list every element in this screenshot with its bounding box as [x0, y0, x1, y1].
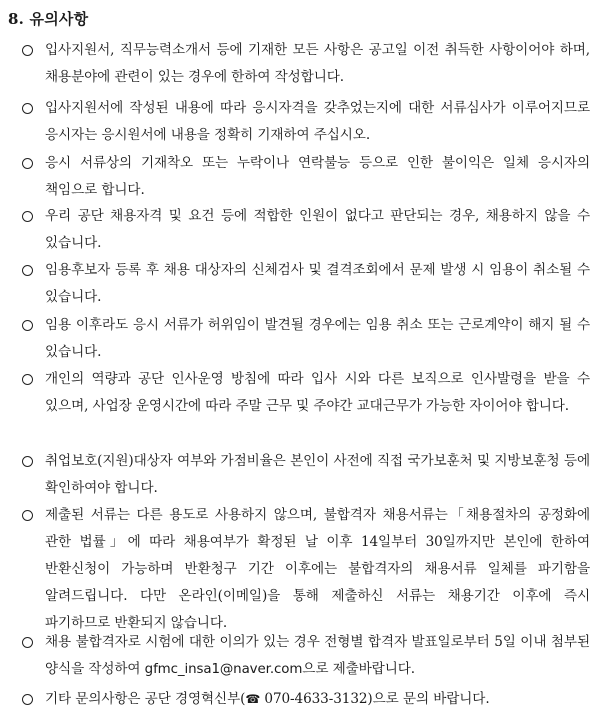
hollow-circle-bullet-icon	[22, 320, 33, 331]
hollow-circle-bullet-icon	[22, 456, 33, 467]
list-item-text: 개인의 역량과 공단 인사운영 방침에 따라 입사 시와 다른 보직으로 인사발령을 받을 수 있으며, 사업장 운영시간에 따라 주말 근무 및 주야간 교대근무가 가능한 자이어야 합니다.	[45, 371, 590, 414]
email-item-text-after: 으로 제출바랍니다.	[302, 661, 415, 677]
contact-phone: 070-4633-3132	[260, 691, 368, 707]
list-item-text: 응시 서류상의 기재착오 또는 누락이나 연락불능 등으로 인한 불이익은 일체 응시자의 책임으로 합니다.	[45, 155, 590, 198]
contact-text-before: 기타 문의사항은 공단 경영혁신부(	[45, 691, 246, 707]
hollow-circle-bullet-icon	[22, 265, 33, 276]
list-item-text: 제출된 서류는 다른 용도로 사용하지 않으며, 불합격자 채용서류는「채용절차의 공정화에 관한 법률」에 따라 채용여부가 확정된 날 이후 14일부터 30일까지만 본인에 한하여 반환신청이 가능하며 반환청구 기간 이후에는 불합격자의 채용서류 일체를 파기함을 알려드립니다. 다만 온라인(이메일)을 통해 제출하신 서류는 채용기간 이후에 즉시 파기하므로 반환되지 않습니다.	[45, 507, 590, 631]
list-item-text	[45, 629, 590, 683]
hollow-circle-bullet-icon	[22, 637, 33, 648]
email-address: gfmc_insa1@naver.com	[144, 662, 303, 677]
list-item-text	[45, 686, 590, 713]
list-item-text: 우리 공단 채용자격 및 요건 등에 적합한 인원이 없다고 판단되는 경우, 채용하지 않을 수 있습니다.	[45, 208, 590, 251]
hollow-circle-bullet-icon	[22, 510, 33, 521]
contact-text-after: )으로 문의 바랍니다.	[367, 691, 490, 707]
email-item-text-before: 채용 불합격자로 시험에 대한 이의가 있는 경우 전형별 합격자 발표일로부터 5일 이내 첨부된 양식을 작성하여	[45, 634, 590, 677]
section-heading	[8, 8, 88, 29]
telephone-icon: ☎	[245, 692, 261, 706]
list-item-text: 임용 이후라도 응시 서류가 허위임이 발견될 경우에는 임용 취소 또는 근로계약이 해지 될 수 있습니다.	[45, 317, 590, 360]
section-number: 8.	[8, 10, 25, 28]
list-item-text: 임용후보자 등록 후 채용 대상자의 신체검사 및 결격조회에서 문제 발생 시 임용이 취소될 수 있습니다.	[45, 262, 590, 305]
section-title: 유의사항	[29, 10, 89, 28]
hollow-circle-bullet-icon	[22, 211, 33, 222]
hollow-circle-bullet-icon	[22, 374, 33, 385]
list-item-text: 입사지원서, 직무능력소개서 등에 기재한 모든 사항은 공고일 이전 취득한 사항이어야 하며, 채용분야에 관련이 있는 경우에 한하여 작성합니다.	[45, 42, 590, 85]
hollow-circle-bullet-icon	[22, 103, 33, 114]
hollow-circle-bullet-icon	[22, 45, 33, 56]
hollow-circle-bullet-icon	[22, 158, 33, 169]
list-item-text: 입사지원서에 작성된 내용에 따라 응시자격을 갖추었는지에 대한 서류심사가 이루어지므로 응시자는 응시원서에 내용을 정확히 기재하여 주십시오.	[45, 100, 590, 143]
hollow-circle-bullet-icon	[22, 694, 33, 705]
list-item-text: 취업보호(지원)대상자 여부와 가점비율은 본인이 사전에 직접 국가보훈처 및 지방보훈청 등에 확인하여야 합니다.	[45, 453, 590, 496]
